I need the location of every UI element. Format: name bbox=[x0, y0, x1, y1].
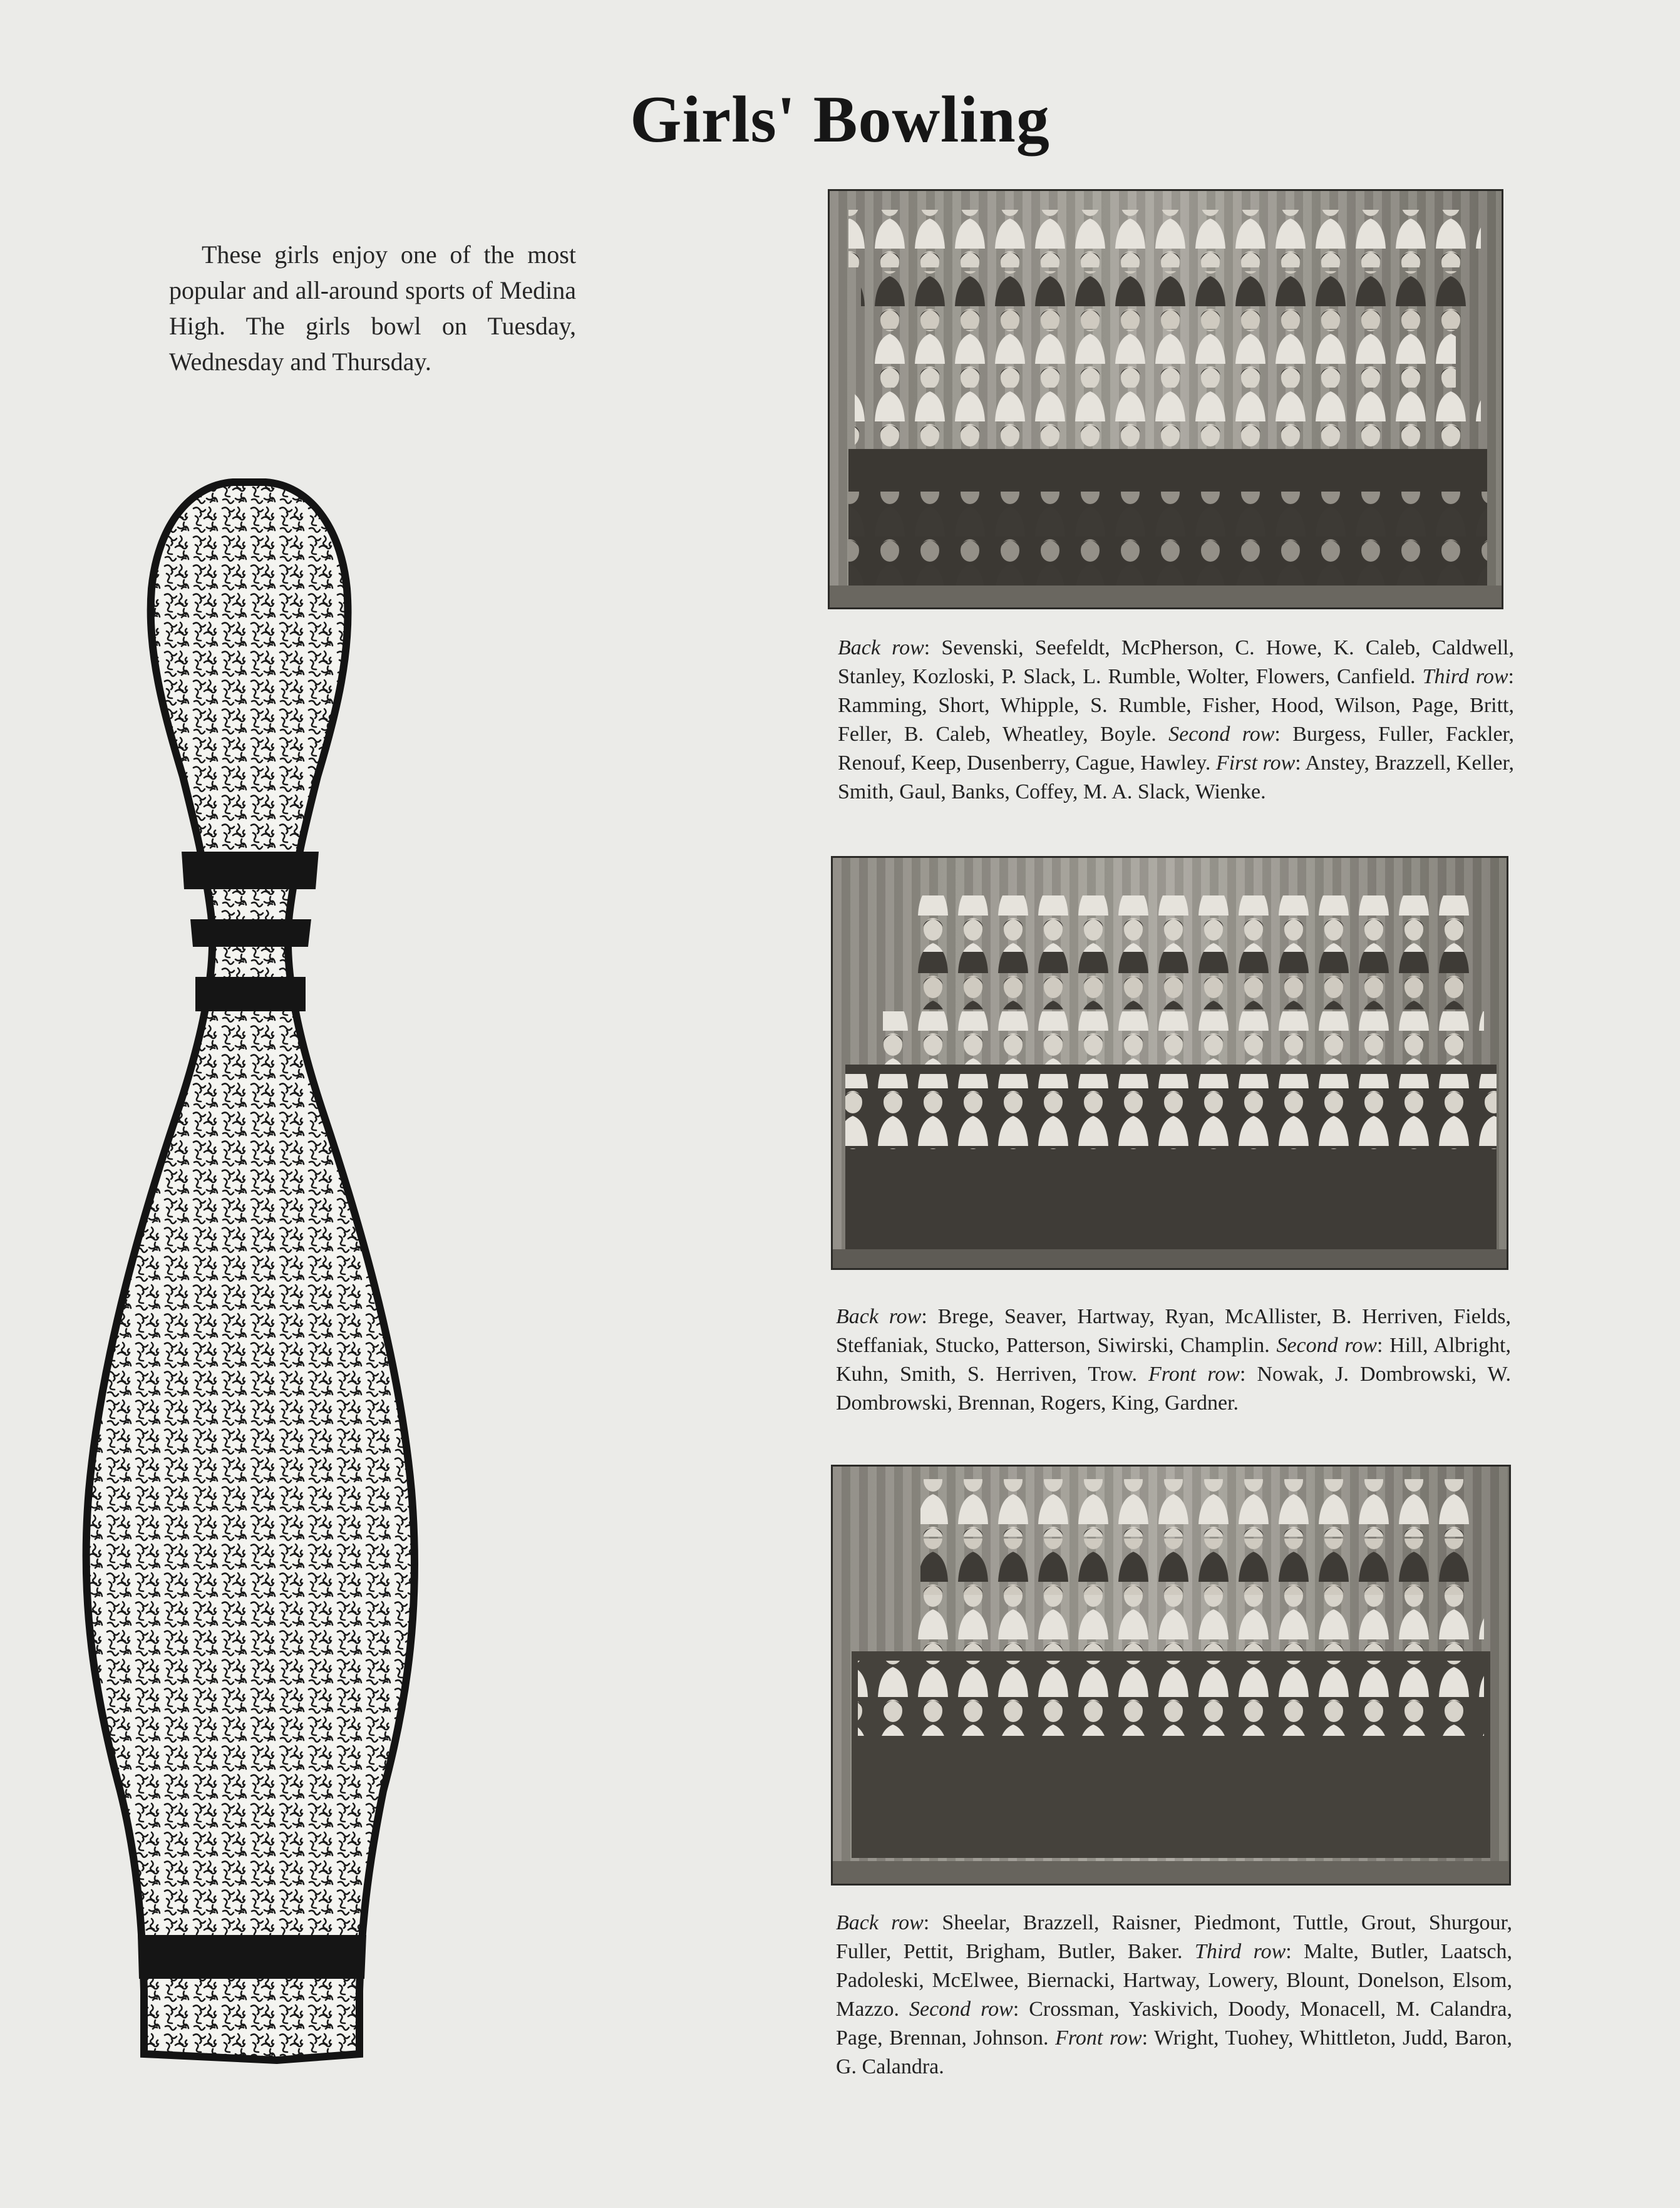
bowling-pin-icon bbox=[76, 476, 640, 2073]
row-names: Nowak, J. Dombrowski, W. Dombrowski, Brennan, Rogers, King, Gardner. bbox=[836, 1363, 1511, 1415]
caption-photo-3: Back row: Sheelar, Brazzell, Raisner, Piedmont, Tuttle, Grout, Shurgour, Fuller, Pettit, Brigham, Butler, Baker. Third row: Malte, Butler, Laatsch, Padoleski, McElwee, Biernacki, Hartway, Lowery, Blount, Donelson, Elsom, Mazzo. Second row: Crossman, Yaskivich, Doody, Monacell, M. Calandra, Page, Brennan, Johnson. Front row: Wright, Tuohey, Whittleton, Judd, Baron, G. Calandra. bbox=[836, 1911, 1512, 2078]
row-names: Burgess, Fuller, Fackler, Renouf, Keep, Dusenberry, Cague, Hawley. bbox=[838, 723, 1515, 775]
group-photo-3 bbox=[833, 1467, 1509, 1884]
row-label: Back row bbox=[836, 1911, 924, 1934]
caption-photo-2: Back row: Brege, Seaver, Hartway, Ryan, McAllister, B. Herriven, Fields, Steffaniak, Stucko, Patterson, Siwirski, Champlin. Second row: Hill, Albright, Kuhn, Smith, S. Herriven, Trow. Front row: Nowak, J. Dombrowski, W. Dombrowski, Brennan, Rogers, King, Gardner. bbox=[836, 1305, 1512, 1415]
row-names: Crossman, Yaskivich, Doody, Monacell, M. Calandra, Page, Brennan, Johnson. bbox=[836, 1998, 1512, 2050]
row-names: Sheelar, Brazzell, Raisner, Piedmont, Tuttle, Grout, Shurgour, Fuller, Pettit, Brigham, Butler, Baker. bbox=[836, 1911, 1512, 1963]
caption-photo-1: Back row: Sevenski, Seefeldt, McPherson, C. Howe, K. Caleb, Caldwell, Stanley, Kozloski, P. Slack, L. Rumble, Wolter, Flowers, Canfield. Third row: Ramming, Short, Whipple, S. Rumble, Fisher, Hood, Wilson, Page, Britt, Feller, B. Caleb, Wheatley, Boyle. Second row: Burgess, Fuller, Fackler, Renouf, Keep, Dusenberry, Cague, Hawley. First row: Anstey, Brazzell, Keller, Smith, Gaul, Banks, Coffey, M. A. Slack, Wienke. bbox=[838, 636, 1515, 803]
row-label: Second row bbox=[909, 1998, 1013, 2021]
row-names: Ramming, Short, Whipple, S. Rumble, Fisher, Hood, Wilson, Page, Britt, Feller, B. Caleb, Wheatley, Boyle. bbox=[838, 694, 1514, 746]
row-label: Second row bbox=[1276, 1334, 1377, 1357]
row-label: Back row bbox=[838, 636, 924, 659]
row-names: Hill, Albright, Kuhn, Smith, S. Herriven, Trow. bbox=[836, 1334, 1512, 1386]
row-label: Third row bbox=[1194, 1940, 1286, 1963]
page-title: Girls' Bowling bbox=[630, 83, 1050, 156]
row-label: Front row bbox=[1055, 2026, 1142, 2050]
row-label: Front row bbox=[1148, 1363, 1240, 1386]
row-label: Third row bbox=[1422, 665, 1508, 688]
row-names: Wright, Tuohey, Whittleton, Judd, Baron, G. Calandra. bbox=[836, 2026, 1512, 2078]
row-names: Malte, Butler, Laatsch, Padoleski, McElwee, Biernacki, Hartway, Lowery, Blount, Donelson, Elsom, Mazzo. bbox=[836, 1940, 1512, 2021]
group-photo-1 bbox=[830, 191, 1502, 607]
row-label: First row bbox=[1215, 751, 1296, 775]
row-names: Brege, Seaver, Hartway, Ryan, McAllister, B. Herriven, Fields, Steffaniak, Stucko, Patterson, Siwirski, Champlin. bbox=[836, 1305, 1511, 1357]
row-label: Back row bbox=[836, 1305, 922, 1328]
intro-paragraph: These girls enjoy one of the most popular and all-around sports of Medina High. The girls bowl on Tuesday, Wednesday and Thursday. bbox=[169, 240, 576, 376]
row-names: Sevenski, Seefeldt, McPherson, C. Howe, K. Caleb, Caldwell, Stanley, Kozloski, P. Slack, L. Rumble, Wolter, Flowers, Canfield. bbox=[838, 636, 1514, 688]
group-photo-2 bbox=[833, 858, 1507, 1268]
row-names: Anstey, Brazzell, Keller, Smith, Gaul, Banks, Coffey, M. A. Slack, Wienke. bbox=[838, 751, 1514, 803]
bowling-pin-illustration bbox=[76, 476, 640, 2073]
row-label: Second row bbox=[1168, 723, 1275, 746]
